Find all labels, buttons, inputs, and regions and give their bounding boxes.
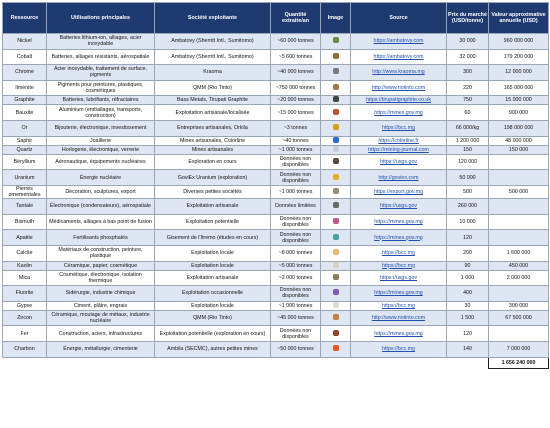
company-cell: Exploitation artisanale/localisée [155, 105, 271, 121]
image-cell [321, 199, 351, 215]
quantity-cell: Données non disponibles [271, 170, 321, 186]
price-cell: 1 200 000 [447, 136, 489, 145]
value-cell [489, 170, 549, 186]
value-cell: 500 000 [489, 185, 549, 198]
value-cell [489, 199, 549, 215]
image-cell [321, 270, 351, 286]
value-cell: 7 000 000 [489, 342, 549, 358]
mineral-thumbnail-icon [333, 249, 339, 255]
price-cell: 30 [447, 301, 489, 310]
image-cell [321, 34, 351, 50]
company-cell: Exploitation locale [155, 245, 271, 261]
mineral-thumbnail-icon [333, 330, 339, 336]
mineral-thumbnail-icon [333, 137, 339, 143]
image-cell [321, 286, 351, 302]
resource-cell: Or [3, 121, 47, 137]
table-row [3, 96, 549, 105]
quantity-cell: ~40 000 tonnes [271, 65, 321, 81]
source-link-text[interactable]: http://www.riotinto.com [371, 85, 426, 92]
company-cell: Exploitation locale [155, 261, 271, 270]
value-cell: 450 000 [489, 261, 549, 270]
mineral-thumbnail-icon [333, 262, 339, 268]
image-cell [321, 326, 351, 342]
table-row [3, 301, 549, 310]
company-cell: Exploitation artisanale [155, 199, 271, 215]
resource-cell: Calcite [3, 245, 47, 261]
resource-cell: Saphir [3, 136, 47, 145]
source-link-text[interactable]: https://mines.gov.mg [374, 234, 423, 241]
price-cell: 200 [447, 245, 489, 261]
source-link[interactable] [351, 286, 447, 302]
company-cell: Kraoma [155, 65, 271, 81]
table-row [3, 34, 549, 50]
header-company: Société exploitante [155, 3, 271, 34]
uses-cell: Sidérurgie, industrie chimique [47, 286, 155, 302]
table-body [3, 34, 549, 369]
uses-cell: Bijouterie, électronique, investissement [47, 121, 155, 137]
header-image: Image [321, 3, 351, 34]
total-empty-cell [47, 357, 155, 368]
image-cell [321, 261, 351, 270]
uses-cell: Fertilisants phosphatés [47, 230, 155, 246]
source-link-text[interactable]: https://mines.gov.mg [374, 218, 423, 225]
price-cell: 500 [447, 185, 489, 198]
total-empty-cell [321, 357, 351, 368]
total-empty-cell [3, 357, 47, 368]
company-cell: Bass Metals, Tirupati Graphite [155, 96, 271, 105]
source-link-text[interactable]: https://export.gov.mg [373, 189, 424, 196]
value-cell: 165 000 000 [489, 80, 549, 96]
header-quantity: Quantité extraite/an [271, 3, 321, 34]
table-row [3, 80, 549, 96]
uses-cell: Acier inoxydable, traitement de surface, pigments [47, 65, 155, 81]
source-link-text[interactable]: https://colorline.fr [378, 137, 419, 144]
quantity-cell: ~3 tonnes [271, 121, 321, 137]
price-cell: 66 000/kg [447, 121, 489, 137]
image-cell [321, 310, 351, 326]
header-uses: Utilisations principales [47, 3, 155, 34]
source-link[interactable] [351, 121, 447, 137]
source-link[interactable] [351, 170, 447, 186]
image-cell [321, 170, 351, 186]
image-cell [321, 96, 351, 105]
source-link[interactable] [351, 80, 447, 96]
price-cell: 260 000 [447, 199, 489, 215]
price-cell: 120 [447, 230, 489, 246]
resource-cell: Bismuth [3, 214, 47, 230]
table-row [3, 185, 549, 198]
uses-cell: Décoration, sculptures, export [47, 185, 155, 198]
value-cell [489, 214, 549, 230]
price-cell: 300 [447, 65, 489, 81]
source-link[interactable] [351, 199, 447, 215]
source-link[interactable] [351, 270, 447, 286]
resource-table [2, 2, 549, 369]
source-link[interactable] [351, 65, 447, 81]
source-link-text[interactable]: https://mines.gov.mg [374, 109, 423, 116]
table-row [3, 199, 549, 215]
source-link-text[interactable]: https://usgs.gov [379, 203, 418, 210]
source-link-text[interactable]: https://bcc.mg [382, 250, 415, 257]
value-cell: 2 000 000 [489, 270, 549, 286]
source-link-text[interactable]: https://mines.gov.mg [374, 330, 423, 337]
value-cell: 900 000 [489, 105, 549, 121]
quantity-cell: ~50 000 tonnes [271, 342, 321, 358]
source-link-text[interactable]: https://usgs.gov [379, 274, 418, 281]
quantity-cell: ~1 000 tonnes [271, 185, 321, 198]
resource-cell: Quartz [3, 145, 47, 154]
mineral-thumbnail-icon [333, 314, 339, 320]
quantity-cell: ~15 000 tonnes [271, 105, 321, 121]
uses-cell: Médicaments, alliages à bas point de fusion [47, 214, 155, 230]
source-link[interactable] [351, 96, 447, 105]
quantity-cell: ~1 000 tonnes [271, 301, 321, 310]
value-cell: 67 500 000 [489, 310, 549, 326]
resource-cell: Pierres ornementales [3, 185, 47, 198]
uses-cell: Ciment, plâtre, engrais [47, 301, 155, 310]
source-link-text[interactable]: https://ambatovy.com [373, 53, 424, 60]
mineral-thumbnail-icon [333, 188, 339, 194]
source-link[interactable] [351, 145, 447, 154]
mineral-thumbnail-icon [333, 158, 339, 164]
company-cell: QMM (Rio Tinto) [155, 310, 271, 326]
resource-cell: Chrome [3, 65, 47, 81]
price-cell: 10 000 [447, 214, 489, 230]
price-cell: 750 [447, 96, 489, 105]
resource-cell: Nickel [3, 34, 47, 50]
image-cell [321, 80, 351, 96]
source-link[interactable] [351, 342, 447, 358]
source-link-text[interactable]: https://mines.gov.mg [374, 290, 423, 297]
price-cell: 120 [447, 326, 489, 342]
table-row [3, 65, 549, 81]
uses-cell: Céramique, papier, cosmétique [47, 261, 155, 270]
price-cell: 1 000 [447, 270, 489, 286]
uses-cell: Aéronautique, équipements nucléaires [47, 154, 155, 170]
uses-cell: Joaillerie [47, 136, 155, 145]
source-link-text[interactable]: http://goviex.com [378, 174, 419, 181]
mineral-thumbnail-icon [333, 37, 339, 43]
table-row [3, 326, 549, 342]
mineral-thumbnail-icon [333, 345, 339, 351]
source-link-text[interactable]: http://www.kraoma.mg [372, 69, 425, 76]
company-cell: Exploitation artisanale [155, 270, 271, 286]
uses-cell: Horlogerie, électronique, verrerie [47, 145, 155, 154]
source-link-text[interactable]: https://bcc.mg [382, 125, 415, 132]
resource-cell: Mica [3, 270, 47, 286]
source-link-text[interactable]: https://usgs.gov [379, 159, 418, 166]
source-link[interactable] [351, 301, 447, 310]
price-cell: 140 [447, 342, 489, 358]
quantity-cell: ~2 000 tonnes [271, 270, 321, 286]
total-row [3, 357, 549, 368]
source-link-text[interactable]: https://mining-journal.com [368, 146, 429, 153]
source-link[interactable] [351, 49, 447, 65]
price-cell: 32 000 [447, 49, 489, 65]
table-row [3, 154, 549, 170]
quantity-cell: ~8 000 tonnes [271, 245, 321, 261]
image-cell [321, 65, 351, 81]
resource-cell: Kaolin [3, 261, 47, 270]
image-cell [321, 105, 351, 121]
value-cell: 960 000 000 [489, 34, 549, 50]
resource-cell: Fer [3, 326, 47, 342]
mineral-thumbnail-icon [333, 218, 339, 224]
table-row [3, 49, 549, 65]
value-cell: 179 200 000 [489, 49, 549, 65]
mineral-thumbnail-icon [333, 274, 339, 280]
resource-cell: Béryllium [3, 154, 47, 170]
source-link[interactable] [351, 185, 447, 198]
uses-cell: Batteries lithium-ion, alliages, acier inoxydable [47, 34, 155, 50]
source-link[interactable] [351, 310, 447, 326]
value-cell: 15 000 000 [489, 96, 549, 105]
source-link-text[interactable]: https://bcc.mg [382, 302, 415, 309]
mineral-thumbnail-icon [333, 174, 339, 180]
value-cell: 150 000 [489, 145, 549, 154]
source-link[interactable] [351, 34, 447, 50]
source-link[interactable] [351, 154, 447, 170]
source-link[interactable] [351, 214, 447, 230]
resource-cell: Gypse [3, 301, 47, 310]
company-cell: Ambila (SECMC), autres petites mines [155, 342, 271, 358]
table-row [3, 310, 549, 326]
uses-cell: Matériaux de construction, peinture, plastique [47, 245, 155, 261]
table-row [3, 105, 549, 121]
resource-cell: Bauxite [3, 105, 47, 121]
uses-cell: Énergie nucléaire [47, 170, 155, 186]
price-cell: 120 000 [447, 154, 489, 170]
uses-cell: Énergie, métallurgie, cimenterie [47, 342, 155, 358]
uses-cell: Batteries, lubrifiants, réfractaires [47, 96, 155, 105]
image-cell [321, 136, 351, 145]
mineral-thumbnail-icon [333, 53, 339, 59]
resource-cell: Graphite [3, 96, 47, 105]
resource-table-container [2, 2, 548, 369]
table-row [3, 270, 549, 286]
company-cell: GoviEx Uranium (exploration) [155, 170, 271, 186]
image-cell [321, 49, 351, 65]
image-cell [321, 214, 351, 230]
mineral-thumbnail-icon [333, 302, 339, 308]
resource-cell: Zircon [3, 310, 47, 326]
value-cell: 300 000 [489, 301, 549, 310]
image-cell [321, 301, 351, 310]
quantity-cell: ~750 000 tonnes [271, 80, 321, 96]
uses-cell: Céramique, moulage de métaux, industrie nucléaire [47, 310, 155, 326]
value-cell [489, 326, 549, 342]
price-cell: 220 [447, 80, 489, 96]
price-cell: 30 000 [447, 34, 489, 50]
price-cell: 400 [447, 286, 489, 302]
total-empty-cell [351, 357, 447, 368]
table-row [3, 230, 549, 246]
quantity-cell: ~5 000 tonnes [271, 261, 321, 270]
value-cell [489, 286, 549, 302]
total-empty-cell [155, 357, 271, 368]
price-cell: 90 [447, 261, 489, 270]
company-cell: Exploitation potentielle (exploration en cours) [155, 326, 271, 342]
quantity-cell: Données non disponibles [271, 326, 321, 342]
company-cell: Exploitation potentielle [155, 214, 271, 230]
header-price: Prix du marché (USD/tonne) [447, 3, 489, 34]
resource-cell: Fluorite [3, 286, 47, 302]
resource-cell: Cobalt [3, 49, 47, 65]
company-cell: Exploration en cours [155, 154, 271, 170]
quantity-cell: ~1 000 tonnes [271, 145, 321, 154]
resource-cell: Charbon [3, 342, 47, 358]
mineral-thumbnail-icon [333, 202, 339, 208]
total-empty-cell [447, 357, 489, 368]
value-cell: 12 000 000 [489, 65, 549, 81]
mineral-thumbnail-icon [333, 289, 339, 295]
company-cell: Entreprises artisanales, Orkila [155, 121, 271, 137]
image-cell [321, 185, 351, 198]
quantity-cell: ~5 600 tonnes [271, 49, 321, 65]
image-cell [321, 145, 351, 154]
source-link[interactable] [351, 105, 447, 121]
mineral-thumbnail-icon [333, 124, 339, 130]
value-cell [489, 230, 549, 246]
table-row [3, 170, 549, 186]
company-cell: Diverses petites sociétés [155, 185, 271, 198]
quantity-cell: ~45 000 tonnes [271, 310, 321, 326]
header-resource: Ressource [3, 3, 47, 34]
resource-cell: Ilménite [3, 80, 47, 96]
company-cell: QMM (Rio Tinto) [155, 80, 271, 96]
uses-cell: Cosmétique, électronique, isolation thermique [47, 270, 155, 286]
image-cell [321, 121, 351, 137]
company-cell: Gisement de l'Itremo (études en cours) [155, 230, 271, 246]
company-cell: Ambatovy (Sherritt Intl., Sumitomo) [155, 49, 271, 65]
source-link-text[interactable]: https://bcc.mg [382, 262, 415, 269]
source-link[interactable] [351, 230, 447, 246]
image-cell [321, 245, 351, 261]
price-cell: 50 000 [447, 170, 489, 186]
value-cell: 48 000 000 [489, 136, 549, 145]
resource-cell: Uranium [3, 170, 47, 186]
mineral-thumbnail-icon [333, 146, 339, 152]
total-empty-cell [271, 357, 321, 368]
company-cell: Ambatovy (Sherritt Intl., Sumitomo) [155, 34, 271, 50]
image-cell [321, 230, 351, 246]
quantity-cell: Données non disponibles [271, 214, 321, 230]
quantity-cell: Données non disponibles [271, 230, 321, 246]
price-cell: 1 500 [447, 310, 489, 326]
uses-cell: Électronique (condensateurs), aérospatiale [47, 199, 155, 215]
table-row [3, 286, 549, 302]
source-link-text[interactable]: http://www.riotinto.com [371, 315, 426, 322]
price-cell: 60 [447, 105, 489, 121]
value-cell [489, 154, 549, 170]
quantity-cell: Données non disponibles [271, 286, 321, 302]
resource-cell: Tantale [3, 199, 47, 215]
source-link-text[interactable]: https://ambatovy.com [373, 38, 424, 45]
source-link-text[interactable]: https://tirupatigraphite.co.uk [365, 97, 432, 104]
table-row [3, 245, 549, 261]
total-value: 1 656 240 000 [489, 357, 549, 368]
table-row [3, 136, 549, 145]
mineral-thumbnail-icon [333, 84, 339, 90]
quantity-cell: ~40 tonnes [271, 136, 321, 145]
mineral-thumbnail-icon [333, 234, 339, 240]
source-link-text[interactable]: https://bcc.mg [382, 346, 415, 353]
table-row [3, 342, 549, 358]
source-link[interactable] [351, 136, 447, 145]
quantity-cell: Données limitées [271, 199, 321, 215]
uses-cell: Construction, aciers, infrastructures [47, 326, 155, 342]
mineral-thumbnail-icon [333, 68, 339, 74]
table-header-row [3, 3, 549, 34]
uses-cell: Batteries, alliages résistants, aérospatiale [47, 49, 155, 65]
quantity-cell: ~20 000 tonnes [271, 96, 321, 105]
company-cell: Exploitation occasionnelle [155, 286, 271, 302]
mineral-thumbnail-icon [333, 96, 339, 102]
uses-cell: Pigments pour peintures, plastiques, cosmétiques [47, 80, 155, 96]
value-cell: 198 000 000 [489, 121, 549, 137]
uses-cell: Aluminium (emballages, transports, construction) [47, 105, 155, 121]
table-row [3, 214, 549, 230]
source-link[interactable] [351, 326, 447, 342]
mineral-thumbnail-icon [333, 109, 339, 115]
company-cell: Exploitation locale [155, 301, 271, 310]
quantity-cell: Données non disponibles [271, 154, 321, 170]
header-source: Source [351, 3, 447, 34]
image-cell [321, 342, 351, 358]
source-link[interactable] [351, 245, 447, 261]
company-cell: Mines artisanales [155, 145, 271, 154]
quantity-cell: ~60 000 tonnes [271, 34, 321, 50]
table-row [3, 261, 549, 270]
value-cell: 1 600 000 [489, 245, 549, 261]
source-link[interactable] [351, 261, 447, 270]
table-row [3, 121, 549, 137]
company-cell: Mines artisanales, Colorline [155, 136, 271, 145]
header-value: Valeur approximative annuelle (USD) [489, 3, 549, 34]
resource-cell: Apatite [3, 230, 47, 246]
table-row [3, 145, 549, 154]
image-cell [321, 154, 351, 170]
price-cell: 150 [447, 145, 489, 154]
